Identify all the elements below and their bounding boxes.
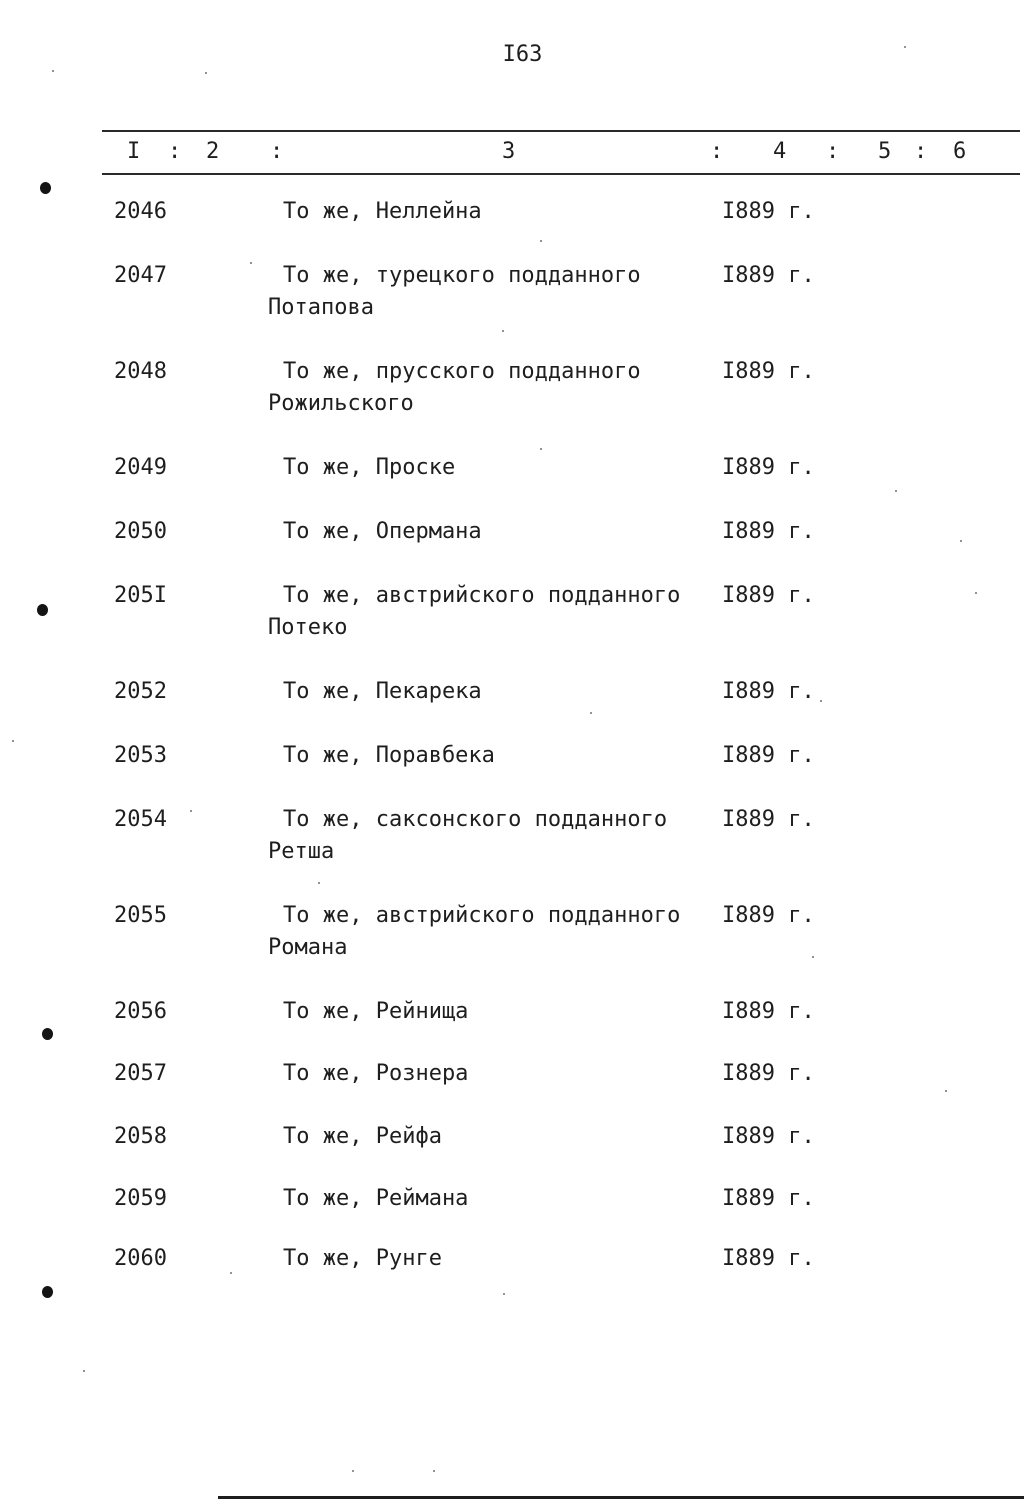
table-row [0,740,1024,800]
record-title: То же, Рейфа [283,1124,442,1149]
column-separator: : [710,139,724,164]
table-row [0,260,1024,320]
column-header-2: 2 [206,139,220,164]
scan-speck [433,1470,435,1472]
record-number: 2052 [114,679,167,704]
scan-speck [502,330,504,332]
punch-hole-mark [40,182,51,194]
table-header-rule [102,173,1020,175]
record-number: 2057 [114,1061,167,1086]
scan-speck [83,1370,85,1372]
table-row [0,996,1024,1056]
table-row [0,1243,1024,1303]
record-number: 2048 [114,359,167,384]
record-title: То же, австрийского подданного Потеко [268,583,681,640]
scan-speck [52,70,54,72]
table-row [0,452,1024,512]
table-row [0,1058,1024,1118]
scan-speck [904,46,906,48]
table-row [0,676,1024,736]
record-number: 2058 [114,1124,167,1149]
record-number: 2049 [114,455,167,480]
record-year: I889 г. [722,999,815,1024]
record-number: 2055 [114,903,167,928]
record-year: I889 г. [722,1186,815,1211]
scan-speck [820,700,822,702]
page-bottom-rule [218,1496,1024,1499]
record-title: То же, австрийского подданного Романа [268,903,681,960]
scan-speck [945,1090,947,1092]
table-row [0,1121,1024,1181]
record-title: То же, Рознера [283,1061,469,1086]
table-row [0,900,1024,960]
column-separator: : [826,139,840,164]
record-title: То же, Рейнища [283,999,469,1024]
record-title: То же, турецкого подданного Потапова [268,263,641,320]
record-year: I889 г. [722,583,815,608]
record-number: 2059 [114,1186,167,1211]
column-header-1: I [127,139,141,164]
table-row [0,580,1024,640]
column-header-3: 3 [502,139,516,164]
column-separator: : [914,139,928,164]
column-separator: : [270,139,284,164]
record-title: То же, Неллейна [283,199,482,224]
record-number: 2053 [114,743,167,768]
table-row [0,196,1024,256]
record-title: То же, Проске [283,455,456,480]
scan-speck [975,592,977,594]
table-top-rule [102,130,1020,132]
punch-hole-mark [37,604,48,616]
record-title: То же, Пекарека [283,679,482,704]
scan-speck [540,240,542,242]
record-number: 2056 [114,999,167,1024]
record-year: I889 г. [722,455,815,480]
record-title: То же, Опермана [283,519,482,544]
record-year: I889 г. [722,679,815,704]
record-title: То же, саксонского подданного Ретша [268,807,668,864]
scan-speck [590,712,592,714]
record-year: I889 г. [722,263,815,288]
record-year: I889 г. [722,1124,815,1149]
record-year: I889 г. [722,359,815,384]
record-number: 2050 [114,519,167,544]
scan-speck [230,1272,232,1274]
column-header-5: 5 [878,139,892,164]
record-number: 2054 [114,807,167,832]
column-header-6: 6 [953,139,967,164]
record-year: I889 г. [722,807,815,832]
scan-speck [250,262,252,264]
scan-speck [190,810,192,812]
record-title: То же, Рунге [283,1246,442,1271]
record-year: I889 г. [722,519,815,544]
scan-speck [960,540,962,542]
record-number: 2047 [114,263,167,288]
scan-speck [540,448,542,450]
record-number: 2046 [114,199,167,224]
table-row [0,804,1024,864]
scan-speck [812,956,814,958]
record-title: То же, Поравбека [283,743,495,768]
record-year: I889 г. [722,743,815,768]
scan-speck [318,882,320,884]
column-separator: : [168,139,182,164]
record-number: 205I [114,583,167,608]
record-year: I889 г. [722,1246,815,1271]
record-title: То же, Реймана [283,1186,469,1211]
table-row [0,356,1024,416]
punch-hole-mark [42,1028,53,1040]
scan-speck [895,490,897,492]
record-title: То же, прусского подданного Рожильского [268,359,641,416]
record-number: 2060 [114,1246,167,1271]
scan-speck [205,72,207,74]
scan-speck [352,1470,354,1472]
scan-speck [12,740,14,742]
record-year: I889 г. [722,1061,815,1086]
column-header-4: 4 [773,139,787,164]
scan-speck [503,1293,505,1295]
table-row [0,516,1024,576]
record-year: I889 г. [722,903,815,928]
punch-hole-mark [42,1286,53,1298]
record-year: I889 г. [722,199,815,224]
page-number: I63 [502,42,543,67]
table-row [0,1183,1024,1243]
